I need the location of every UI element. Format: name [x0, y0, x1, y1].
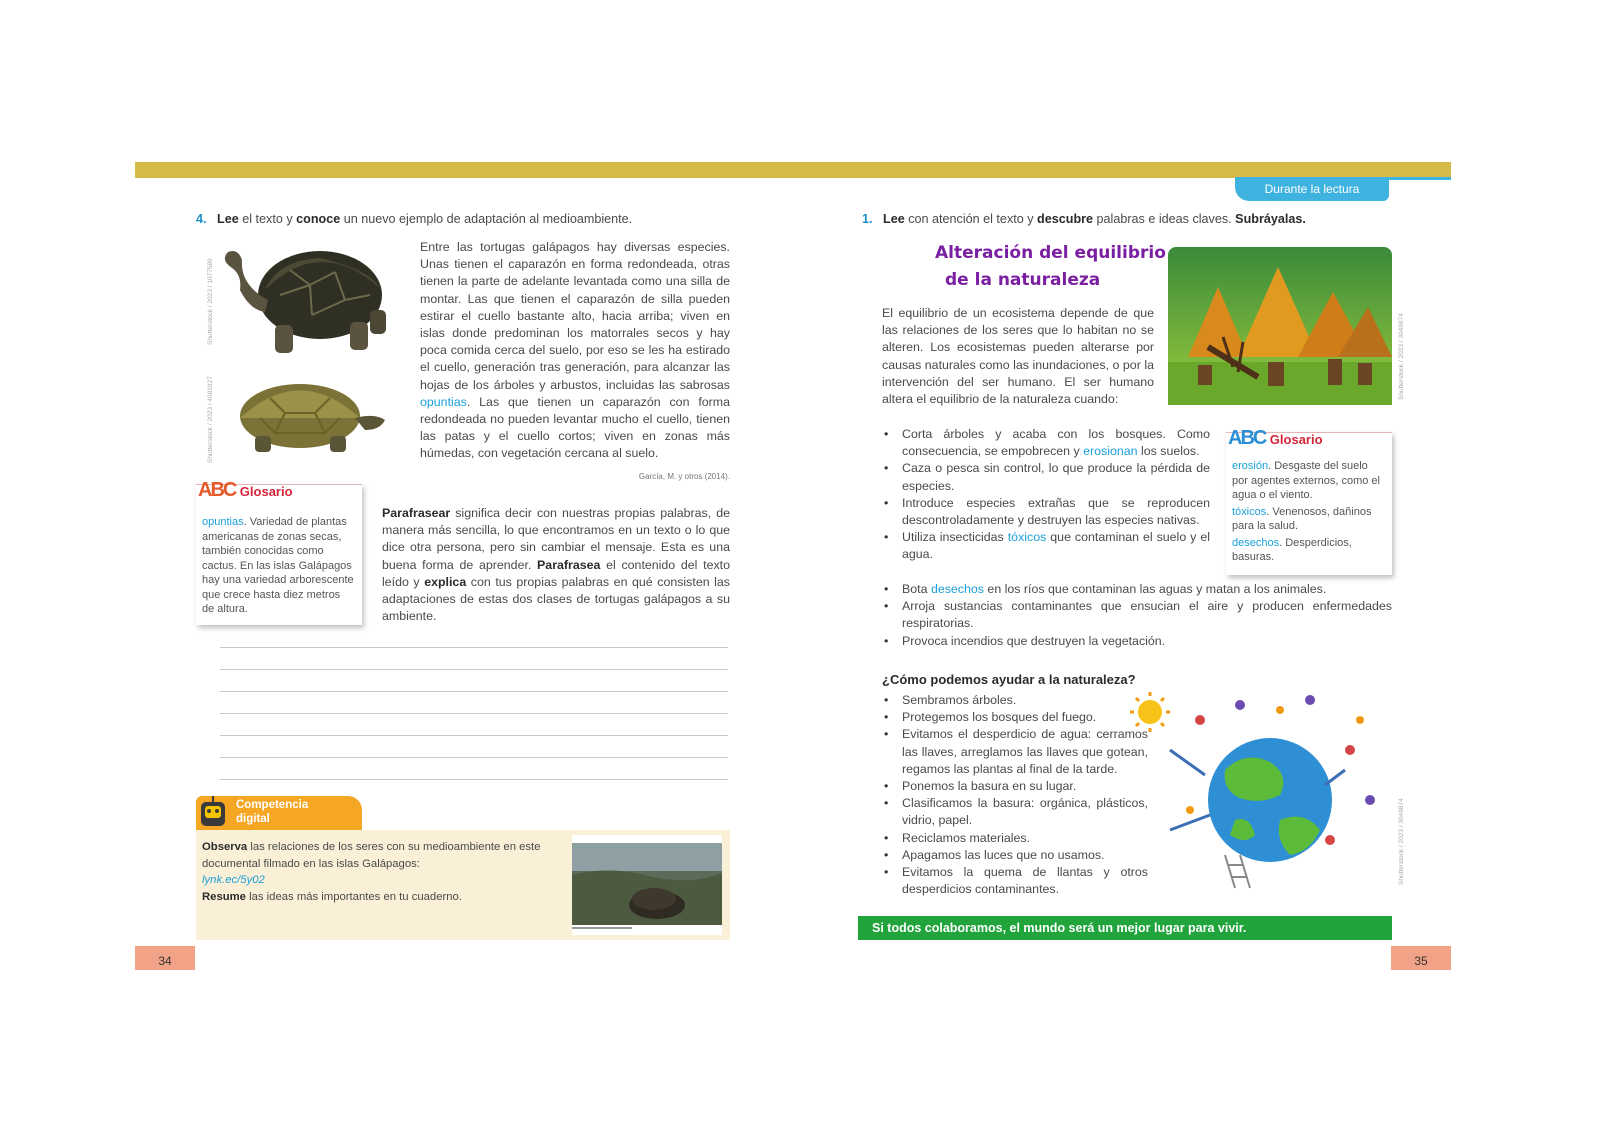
glossary-entries	[1232, 459, 1386, 565]
deforestation-image	[1168, 247, 1392, 405]
list-item: • Utiliza insecticidas tóxicos que contaminan el suelo y el agua.	[882, 529, 1210, 563]
video-link[interactable]: lynk.ec/5y02	[202, 874, 265, 886]
answer-line[interactable]	[220, 669, 728, 670]
glossary-term-link[interactable]: opuntias	[420, 394, 467, 409]
right-instruction: 1. Lee con atención el texto y descubre palabras e ideas claves. Subráyalas.	[862, 212, 1306, 226]
glossary-header	[198, 479, 293, 502]
dome-tortoise-image	[230, 378, 390, 458]
image-credit: Shutterstock / 2023 / 1077589	[207, 258, 214, 345]
image-credit: Shutterstock / 2023 / 4081927	[207, 376, 214, 463]
help-heading: ¿Cómo podemos ayudar a la naturaleza?	[882, 672, 1136, 687]
answer-line[interactable]	[220, 757, 728, 758]
answer-line[interactable]	[220, 647, 728, 648]
list-item: • Bota desechos en los ríos que contaminan las aguas y matan a los animales.	[882, 581, 1392, 598]
digital-competence-tab	[196, 796, 362, 830]
answer-line[interactable]	[220, 691, 728, 692]
left-instruction: 4. Lee el texto y conoce un nuevo ejemplo de adaptación al medioambiente.	[196, 212, 633, 226]
activity-number: 4.	[196, 212, 207, 226]
glossary-term: opuntias	[202, 516, 244, 528]
sun-icon	[1130, 692, 1170, 732]
list-item: • Evitamos el desperdicio de agua: cerramos las llaves, arreglamos las llaves que gotean, regamos las plantas al final de la tarde.	[882, 726, 1148, 778]
page-number-right: 35	[1391, 946, 1451, 970]
glossary-entry: opuntias. Variedad de plantas americanas de zonas secas, también conocidas como cactus. En las islas Galápagos hay una variedad arborescente que crece hasta diez metros de altura.	[202, 516, 354, 615]
activity-number: 1.	[862, 212, 873, 226]
glossary-entry: tóxicos. Venenosos, dañinos para la salud.	[1232, 505, 1372, 532]
top-color-bar	[135, 162, 1451, 178]
documentary-video-thumbnail[interactable]	[572, 835, 722, 935]
list-item: • Apagamos las luces que no usamos.	[882, 847, 1148, 864]
closing-banner: Si todos colaboramos, el mundo será un mejor lugar para vivir.	[858, 916, 1392, 940]
list-item: • Caza o pesca sin control, lo que produce la pérdida de especies.	[882, 460, 1210, 494]
list-item: • Corta árboles y acaba con los bosques. Como consecuencia, se empobrecen y erosionan los suelos.	[882, 426, 1210, 460]
help-list	[882, 692, 1148, 898]
saddleback-tortoise-image	[220, 240, 405, 360]
glossary-entry: desechos. Desperdicios, basuras.	[1232, 536, 1352, 563]
list-item: • Arroja sustancias contaminantes que ensucian el aire y producen enfermedades respiratorias.	[882, 598, 1392, 632]
answer-line[interactable]	[220, 779, 728, 780]
list-item: • Introduce especies extrañas que se reproducen descontroladamente y destruyen las especies nativas.	[882, 495, 1210, 529]
reading-title: Alteración del equilibrio de la naturaleza	[935, 243, 1166, 290]
section-tab: Durante la lectura	[1235, 177, 1389, 201]
paraphrase-instructions: Parafrasear significa decir con nuestras propias palabras, de manera más sencilla, lo que encontramos en un texto o lo que dice otra persona, pero sin cambiar el mensaje. Esta es una buena forma de aprender. Parafrasea el contenido del texto leído y explica con tus propias palabras en qué consisten las adaptaciones de estas dos clases de tortugas galápagos a su ambiente.	[382, 506, 730, 624]
digital-competence-title: Competencia digital	[236, 799, 309, 825]
list-item: • Reciclamos materiales.	[882, 830, 1148, 847]
glossary-title: Glosario	[1269, 432, 1323, 447]
list-item: • Provoca incendios que destruyen la vegetación.	[882, 633, 1392, 650]
people-helping-earth-image	[1130, 690, 1392, 890]
digital-competence-text: Observa las relaciones de los seres con su medioambiente en este documental filmado en las islas Galápagos: lynk.ec/5y02 Resume las ideas más importantes en tu cuaderno.	[202, 841, 541, 903]
list-item: • Clasificamos la basura: orgánica, plásticos, vidrio, papel.	[882, 795, 1148, 829]
answer-line[interactable]	[220, 713, 728, 714]
human-impact-list-bottom	[882, 581, 1392, 650]
glossary-box	[196, 479, 362, 625]
image-credit: Shutterstock / 2023 / 3049874	[1398, 798, 1405, 885]
abc-logo-icon: ABC	[1228, 427, 1266, 449]
human-impact-list-top	[882, 426, 1210, 564]
list-item: • Protegemos los bosques del fuego.	[882, 709, 1148, 726]
list-item: • Ponemos la basura en su lugar.	[882, 778, 1148, 795]
page-number-left: 34	[135, 946, 195, 970]
list-item: • Evitamos la quema de llantas y otros desperdicios contaminantes.	[882, 864, 1148, 898]
robot-icon	[198, 796, 228, 830]
image-credit: Shutterstock / 2023 / 3049874	[1398, 313, 1405, 400]
answer-line[interactable]	[220, 735, 728, 736]
intro-paragraph: El equilibrio de un ecosistema depende de que las relaciones de los seres que lo habitan no se alteren. Los ecosistemas pueden alterarse por causas naturales como las inundaciones, o por la intervención del ser humano. El ser humano altera el equilibrio de la naturaleza cuando:	[882, 306, 1154, 407]
abc-logo-icon: ABC	[198, 479, 236, 501]
glossary-header	[1228, 427, 1323, 450]
tortoise-paragraph: Entre las tortugas galápagos hay diversas especies. Unas tienen el caparazón en forma redondeada, otras tienen la parte de adelante levantada como una silla de montar. Las que tienen el caparazón de silla pueden estirar el cuello bastante alto, hacia arriba; viven en islas donde predominan los matorrales secos y hay poca comida cerca del suelo, por eso se les ha estirado el cuello, generación tras generación, para alcanzar las hojas de los árboles y arbustos, incluidas las sabrosas opuntias. Las que tienen un caparazón con forma redondeada no pueden levantar mucho el cuello, tienen las patas y el cuello cortos; viven en zonas más húmedas, con vegetación cercana al suelo.	[420, 240, 730, 461]
section-tab-line	[1380, 177, 1451, 180]
citation: García, M. y otros (2014).	[638, 472, 730, 481]
glossary-box	[1226, 427, 1392, 575]
glossary-entry: erosión. Desgaste del suelo por agentes externos, como el agua o el viento.	[1232, 460, 1380, 501]
glossary-title: Glosario	[239, 484, 293, 499]
list-item: • Sembramos árboles.	[882, 692, 1148, 709]
